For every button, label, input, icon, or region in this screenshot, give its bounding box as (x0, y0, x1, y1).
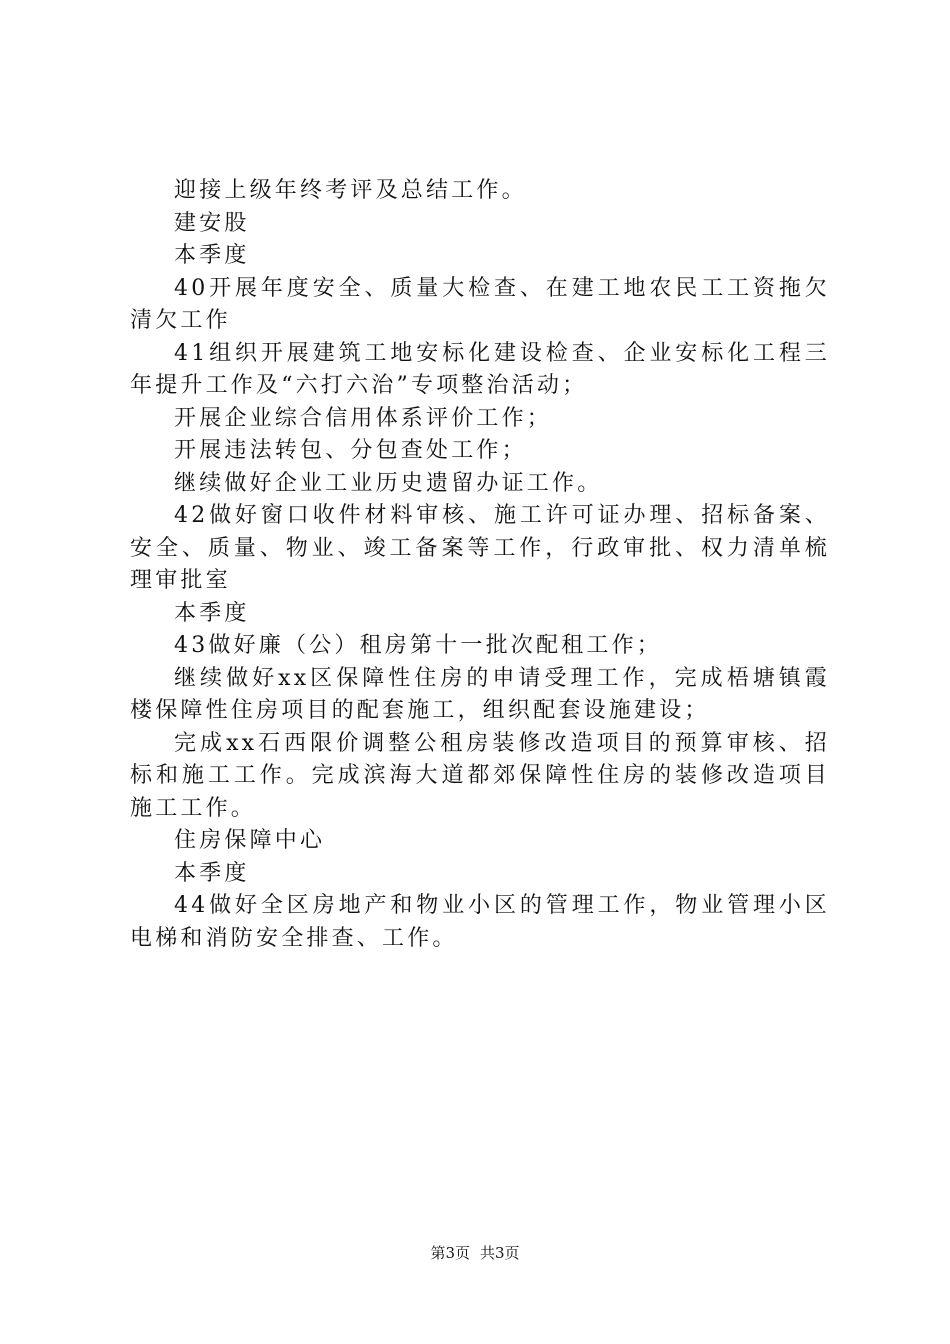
paragraph: 继续做好xx区保障性住房的申请受理工作，完成梧塘镇霞楼保障性住房项目的配套施工，组织配套设施建设； (130, 665, 830, 723)
page-number: 第3页 (430, 1244, 470, 1262)
page-total: 共3页 (480, 1244, 520, 1262)
paragraph: 开展企业综合信用体系评价工作； (174, 405, 553, 431)
paragraph: 迎接上级年终考评及总结工作。 (174, 178, 527, 203)
paragraph: 开展违法转包、分包查处工作； (174, 438, 527, 463)
section-heading-jiananshu: 建安股 (174, 210, 250, 236)
page-footer (0, 1243, 950, 1263)
paragraph: 43做好廉（公）租房第十一批次配租工作； (174, 633, 662, 658)
document-body (130, 175, 830, 955)
section-heading-housing-center: 住房保障中心 (174, 828, 326, 853)
paragraph: 完成xx石西限价调整公租房装修改造项目的预算审核、招标和施工工作。完成滨海大道都郊保障性住房的装修改造项目施工工作。 (130, 730, 830, 821)
paragraph: 44做好全区房地产和物业小区的管理工作，物业管理小区电梯和消防安全排查、工作。 (130, 893, 830, 951)
paragraph: 继续做好企业工业历史遗留办证工作。 (174, 470, 603, 496)
paragraph: 42做好窗口收件材料审核、施工许可证办理、招标备案、安全、质量、物业、竣工备案等工作，行政审批、权力清单梳理审批室 (130, 503, 830, 593)
period-label: 本季度 (174, 243, 250, 268)
paragraph: 40开展年度安全、质量大检查、在建工地农民工工资拖欠清欠工作 (130, 275, 830, 333)
period-label: 本季度 (174, 860, 250, 886)
period-label: 本季度 (174, 600, 250, 626)
paragraph: 41组织开展建筑工地安标化建设检查、企业安标化工程三年提升工作及“六打六治”专项整治活动； (130, 340, 830, 398)
